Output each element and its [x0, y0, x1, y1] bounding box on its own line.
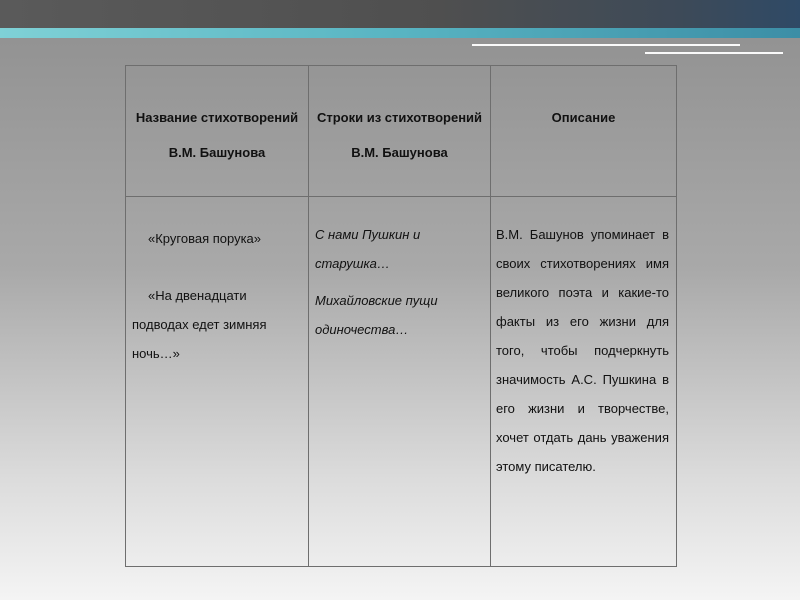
header-cell-description: [491, 66, 677, 197]
header-cell-poem-lines: [309, 66, 491, 197]
decorative-line: [645, 52, 783, 54]
table-row: [126, 197, 677, 567]
header-poem-names-author: В.М. Башунова: [168, 145, 266, 160]
header-poem-lines-author: В.М. Башунова: [351, 145, 448, 160]
slide-accent-stripe: [0, 28, 800, 38]
poems-table: [125, 65, 677, 567]
decorative-line: [472, 44, 740, 46]
cell-poem-names: [126, 197, 309, 567]
cell-poem-lines: [309, 197, 491, 567]
poem-name: «Круговая порука»: [148, 231, 262, 246]
poem-name: «На двенадцати подводах едет зимняя ночь…»: [132, 288, 267, 361]
description-text: В.М. Башунов упоминает в своих стихотворениях имя великого поэта и какие-то факты из его жизни для того, чтобы подчеркнуть значимость А.С. Пушкина в его жизни и творчестве, хочет отдать дань уважения этому писателю.: [496, 227, 669, 474]
header-description-title: Описание: [551, 110, 616, 125]
table-header-row: [126, 66, 677, 197]
poem-line: Михайловские пущи одиночества…: [315, 293, 438, 337]
cell-description: [491, 197, 677, 567]
poem-line: С нами Пушкин и старушка…: [315, 227, 421, 271]
header-poem-lines-title: Строки из стихотворений: [316, 110, 483, 125]
header-poem-names-title: Название стихотворений: [135, 110, 299, 125]
header-cell-poem-names: [126, 66, 309, 197]
